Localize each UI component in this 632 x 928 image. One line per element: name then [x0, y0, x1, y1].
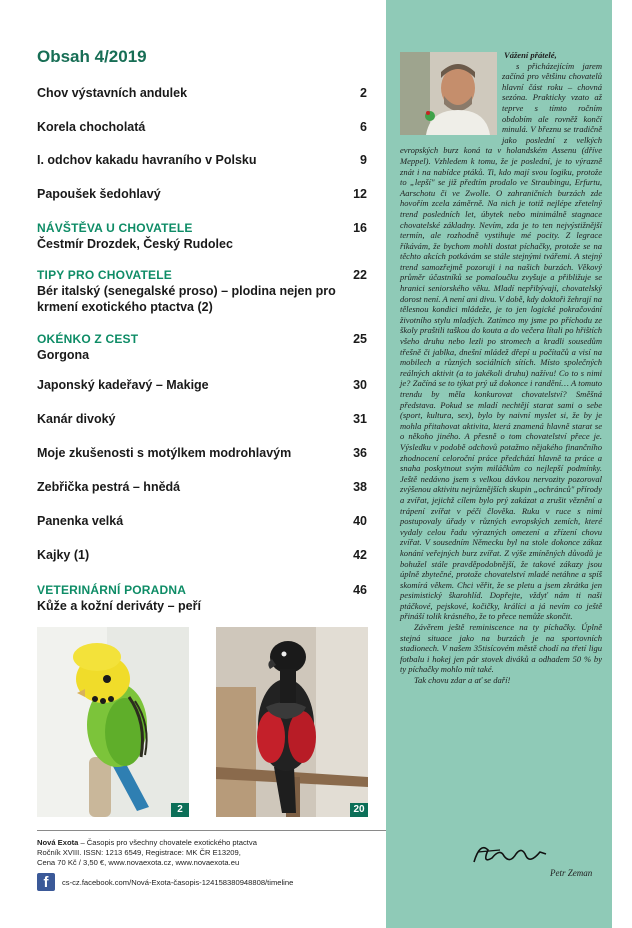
- toc-entry-section: OKÉNKO Z CEST: [37, 332, 139, 346]
- toc-entry-title: Kanár divoký: [37, 412, 116, 426]
- toc-entry-page: 46: [353, 583, 367, 597]
- toc-title: Obsah 4/2019: [37, 47, 147, 66]
- toc-entry[interactable]: [37, 479, 367, 495]
- toc-entry[interactable]: [37, 445, 367, 461]
- toc-entry-page: 31: [353, 412, 367, 426]
- toc-entry-section: TIPY PRO CHOVATELE: [37, 268, 172, 282]
- toc-entry[interactable]: [37, 220, 367, 252]
- toc-entry-page: 25: [353, 332, 367, 346]
- toc-entry-title: Čestmír Drozdek, Český Rudolec: [37, 237, 233, 251]
- page-badge: 2: [171, 803, 189, 817]
- toc-entry[interactable]: [37, 547, 367, 563]
- page-margin: [612, 0, 632, 928]
- toc-entry-title: Bér italský (senegalské proso) – plodina nejen pro krmení exotického ptactva (2): [37, 284, 336, 314]
- letter-paragraph: Závěrem ještě reminiscence na ty píchačky. Úplně stejná situace jako na burzách je na sportovních stadionech. V našem 35tisícovém městě chodí na třetí ligu fotbalu i hokej jen pár stovek diváků a odhadem 50 % by ty píchačky mohlo mít také.: [400, 622, 602, 675]
- toc-entry[interactable]: [37, 582, 367, 614]
- letter-closing: Tak chovu zdar a ať se daří!: [414, 675, 511, 686]
- letter-greeting: Vážení přátelé,: [504, 50, 557, 60]
- portrait-space: [400, 50, 502, 136]
- toc-entry-title: Kajky (1): [37, 548, 90, 562]
- divider: [37, 830, 386, 831]
- toc-entry-page: 12: [353, 187, 367, 201]
- toc-entry-title: Moje zkušenosti s motýlkem modrohlavým: [37, 446, 292, 460]
- signature-name: Petr Zeman: [550, 868, 593, 878]
- toc-entry-section: VETERINÁRNÍ PORADNA: [37, 583, 187, 597]
- facebook-icon[interactable]: f: [37, 873, 55, 891]
- toc-entry[interactable]: [37, 119, 367, 135]
- toc-entry-title: Panenka velká: [37, 514, 124, 528]
- toc-entry-title: Gorgona: [37, 348, 90, 362]
- toc-entry-page: 2: [360, 86, 367, 100]
- toc-entry[interactable]: [37, 267, 367, 315]
- toc-entry-page: 22: [353, 268, 367, 282]
- toc-entry-title: Zebřička pestrá – hnědá: [37, 480, 181, 494]
- toc-entry[interactable]: [37, 186, 367, 202]
- toc-entry-page: 40: [353, 514, 367, 528]
- imprint-line1: [37, 838, 382, 848]
- budgerigar-photo[interactable]: [37, 627, 189, 817]
- budgerigar-illustration: [37, 627, 189, 817]
- toc-entry-page: 6: [360, 120, 367, 134]
- imprint-line2: Ročník XVIII. ISSN: 1213 6549, Registrace: MK ČR E13209,: [37, 848, 241, 857]
- imprint-line3: Cena 70 Kč / 3,50 €, www.novaexota.cz, www.novaexota.eu: [37, 858, 240, 867]
- toc-entry[interactable]: [37, 331, 367, 363]
- toc-entry-page: 30: [353, 378, 367, 392]
- editorial-letter: [400, 50, 602, 686]
- magazine-name: Nová Exota: [37, 838, 79, 847]
- magazine-description: – Časopis pro všechny chovatele exotického ptactva: [78, 838, 257, 847]
- toc-entry[interactable]: [37, 152, 367, 168]
- pesquet-parrot-photo[interactable]: [216, 627, 368, 817]
- toc-entry-title: Japonský kadeřavý – Makige: [37, 378, 209, 392]
- signature-graphic: [470, 840, 550, 875]
- toc-entry-page: 9: [360, 153, 367, 167]
- facebook-link[interactable]: cs-cz.facebook.com/Nová-Exota-časopis-124158380948808/timeline: [62, 878, 294, 887]
- toc-entry[interactable]: [37, 411, 367, 427]
- parrot-illustration: [216, 627, 368, 817]
- toc-entry-page: 16: [353, 221, 367, 235]
- imprint: [37, 838, 382, 868]
- toc-entry-section: NÁVŠTĚVA U CHOVATELE: [37, 221, 193, 235]
- toc-entry-title: Kůže a kožní deriváty – peří: [37, 599, 201, 613]
- toc-entry[interactable]: [37, 513, 367, 529]
- toc-entry-title: Korela chocholatá: [37, 120, 146, 134]
- page-badge: 20: [350, 803, 368, 817]
- toc-entry[interactable]: [37, 85, 367, 101]
- toc-entry-page: 38: [353, 480, 367, 494]
- toc-entry-title: I. odchov kakadu havraního v Polsku: [37, 153, 257, 167]
- toc-entry-title: Chov výstavních andulek: [37, 86, 188, 100]
- letter-paragraph: s přicházejícím jarem začíná pro většinu chovatelů hlavní část roku – chovná sezóna. Prakticky vzato až teprve s tímto ročním obdobím ale rovněž končí minulá. V březnu se tradičně jako poslední z velkých evropských burz koná ta v holandském Assenu (dříve Meppel). Vzhledem k tomu, že je poslední, je to výrazně znát i na nabídce ptáků. Ti, kdo mají svou logiku, protože to „lepší" se již předtím prodalo ve Straubingu, Erfurtu, Aarschotu či ve Zwolle. O zahraničních burzách zde hovořím zcela záměrně. Na nich je totiž nejlépe zřetelný trend posledních let, úbytek nebo minimálně stagnace chovatelské základny. Nevím, zda je to ten nejvýstižnější termín, ale rozhodně vystihuje mé pocity. Z legrace říkávám, že bychom mohli dostat píchačky, protože se na těchto akcích potkávám se stále stejnými tvářemi. A stejný trend samozřejmě pozoruji i na našich burzách. Věkový průměr účastníků se pomaloučku zvyšuje a přibližuje se hranici seniorského věku. Mladí nepřibývají, chovatelský dorost není. A není ani divu. V době, kdy doktoři žehrají na tělesnou kondici mládeže, je to jen logické pokračování životního stylu mladých. Zatímco my jsme po příchodu ze školy praštili taškou do kouta a do večera lítali po hřištích všeho druhu nebo lezli po stromech a kradli sousedům třešně či jablka, dnešní mládež dřepí u počítačů a visí na mobilech a různých sociálních sítích. Místo společných reálných aktivit (a to jakékoli druhu) nažívu! Co to s nimi je? Začíná se to týkat prý už dokonce i randění… A tomuto trendu by měla konkurovat chovatelství? Směšná představa. Pokud se mladí nechtějí starat sami o sebe (sport, kultura, sex), bylo by naivní myslet si, že by je mohla přitahovat aktivita, která znamená hlavně starat se o někoho jiného. A přesně o tom chovatelství přece je. Výsledku v podobě odchovů potažmo nějakého finančního zhodnocení celoroční práce předchází hlavně ta práce a snaha poskytnout svým miláčkům co nejlepší podmínky. Ještě nedávno jsem s velkou dávkou nervozity pozoroval zvýšenou aktivitu nejrůznějších skupin „ochránců" přírody a zvířat, jejichž cílem bylo prý zakázat a zrušit věznění a trápení zvířat v péči člověka. Ruku v ruce s nimi postupovaly úřady v různých evropských zemích, které vydaly celou řadu výrazných omezení a zřízení chovu zvířat. V sousedním Německu byl na stole dokonce zákaz konání veřejných burz zvířat. Z výše zmíněných důvodů je bohužel stále pravděpodobnější, že takové zákazy jsou úplně zbytečné, protože chovatelství mladé netáhne a spíš skomírá věkem. Chci věřit, že se pletu a jsem zkrátka jen pesimistický škarohlíd. Dopřejte, vždyť nám ti naši ptáčkové, pejskové, kočičky, králíci a já nevím co ještě přináší tolik krásného, že to přece nemůže skončit.: [400, 60, 602, 622]
- toc-entry[interactable]: [37, 377, 367, 393]
- toc-entry-title: Papoušek šedohlavý: [37, 187, 161, 201]
- toc-entry-page: 42: [353, 548, 367, 562]
- toc-entry-page: 36: [353, 446, 367, 460]
